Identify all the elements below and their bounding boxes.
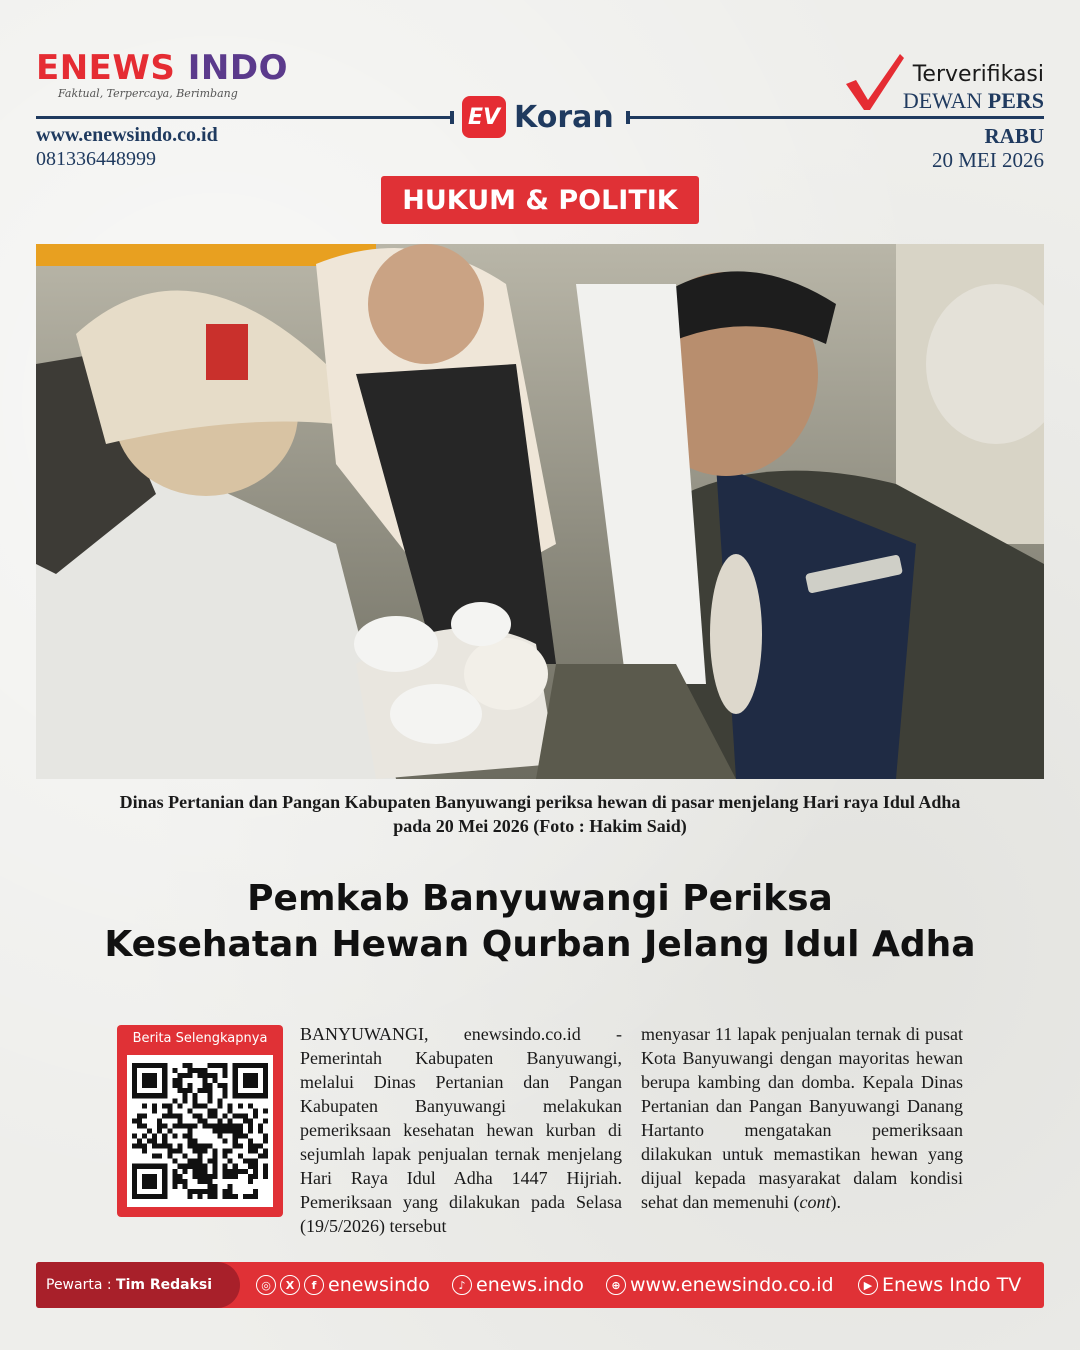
verified-dewan: DEWAN bbox=[902, 88, 983, 113]
ev-logo-icon: EV bbox=[462, 96, 506, 138]
footer-bar bbox=[36, 1262, 1044, 1308]
social-links[interactable] bbox=[256, 1262, 430, 1308]
article-cont-marker: cont bbox=[799, 1192, 831, 1212]
footer-website[interactable]: www.enewsindo.co.id bbox=[630, 1274, 834, 1296]
tiktok-link[interactable] bbox=[452, 1262, 584, 1308]
verified-pers: PERS bbox=[987, 88, 1044, 113]
photo-caption-line2: pada 20 Mei 2026 (Foto : Hakim Said) bbox=[393, 816, 687, 836]
headline-line1: Pemkab Banyuwangi Periksa bbox=[247, 878, 833, 919]
youtube-channel[interactable]: Enews Indo TV bbox=[882, 1274, 1022, 1296]
brand-tagline: Faktual, Terpercaya, Berimbang bbox=[58, 87, 238, 100]
article-column-1: BANYUWANGI, enewsindo.co.id - Pemerintah Kabupaten Banyuwangi, melalui Dinas Pertanian dan Pangan Kabupaten Banyuwangi melakukan pemeriksaan kesehatan hewan kurban di sejumlah lapak penjualan ternak menjelang Hari Raya Idul Adha 1447 Hijriah. Pemeriksaan yang dilakukan pada Selasa (19/5/2026) tersebut bbox=[300, 1024, 622, 1236]
instagram-icon[interactable]: ◎ bbox=[256, 1275, 276, 1295]
header-rule-right bbox=[626, 116, 1044, 119]
brand-logo bbox=[36, 50, 288, 100]
header-website[interactable]: www.enewsindo.co.id bbox=[36, 124, 218, 146]
website-link[interactable] bbox=[606, 1262, 834, 1308]
header-rule-left bbox=[36, 116, 454, 119]
headline-line2: Kesehatan Hewan Qurban Jelang Idul Adha bbox=[104, 924, 976, 965]
issue-day: RABU bbox=[984, 124, 1044, 148]
reporter-name: Tim Redaksi bbox=[116, 1277, 213, 1293]
social-handle[interactable]: enewsindo bbox=[328, 1274, 430, 1296]
header-phone: 081336448999 bbox=[36, 148, 156, 170]
qr-panel[interactable] bbox=[117, 1025, 283, 1217]
brand-name-part1: ENEWS bbox=[36, 48, 176, 88]
article-column-2-main: menyasar 11 lapak penjualan ternak di pusat Kota Banyuwangi dengan mayoritas hewan berupa kambing dan domba. Kepala Dinas Pertanian dan Pangan Banyuwangi Danang Hartanto mengatakan pemeriksaan dilakukan untuk memastikan hewan yang dijual kepada masyarakat dalam kondisi sehat dan memenuhi ( bbox=[641, 1024, 963, 1212]
reporter-credit bbox=[36, 1262, 240, 1308]
article-column-2 bbox=[641, 1022, 963, 1214]
brand-name-part2: INDO bbox=[187, 48, 288, 88]
verified-line1: Terverifikasi bbox=[912, 62, 1044, 87]
tiktok-handle[interactable]: enews.indo bbox=[476, 1274, 584, 1296]
qr-code-icon[interactable] bbox=[127, 1055, 273, 1207]
checkmark-icon bbox=[844, 52, 904, 112]
x-icon[interactable]: X bbox=[280, 1275, 300, 1295]
photo-caption bbox=[60, 790, 1020, 838]
article-headline bbox=[40, 876, 1040, 968]
issue-date: 20 MEI 2026 bbox=[932, 148, 1044, 172]
news-photo-illustration bbox=[36, 244, 1044, 779]
globe-icon[interactable]: ⊕ bbox=[606, 1275, 626, 1295]
reporter-label: Pewarta : bbox=[46, 1277, 112, 1293]
verified-line2 bbox=[903, 88, 1044, 114]
youtube-icon[interactable]: ▶ bbox=[858, 1275, 878, 1295]
facebook-icon[interactable]: f bbox=[304, 1275, 324, 1295]
youtube-link[interactable] bbox=[858, 1262, 1021, 1308]
qr-label: Berita Selengkapnya bbox=[132, 1031, 268, 1046]
verified-badge bbox=[844, 52, 1044, 112]
section-rubric: HUKUM & POLITIK bbox=[381, 176, 699, 224]
news-photo bbox=[36, 244, 1044, 779]
tiktok-icon[interactable]: ♪ bbox=[452, 1275, 472, 1295]
edition-label: Koran bbox=[514, 99, 614, 135]
edition-badge bbox=[462, 96, 614, 138]
article-column-2-end: ). bbox=[830, 1192, 841, 1212]
photo-caption-line1: Dinas Pertanian dan Pangan Kabupaten Banyuwangi periksa hewan di pasar menjelang Hari raya Idul Adha bbox=[119, 792, 961, 812]
